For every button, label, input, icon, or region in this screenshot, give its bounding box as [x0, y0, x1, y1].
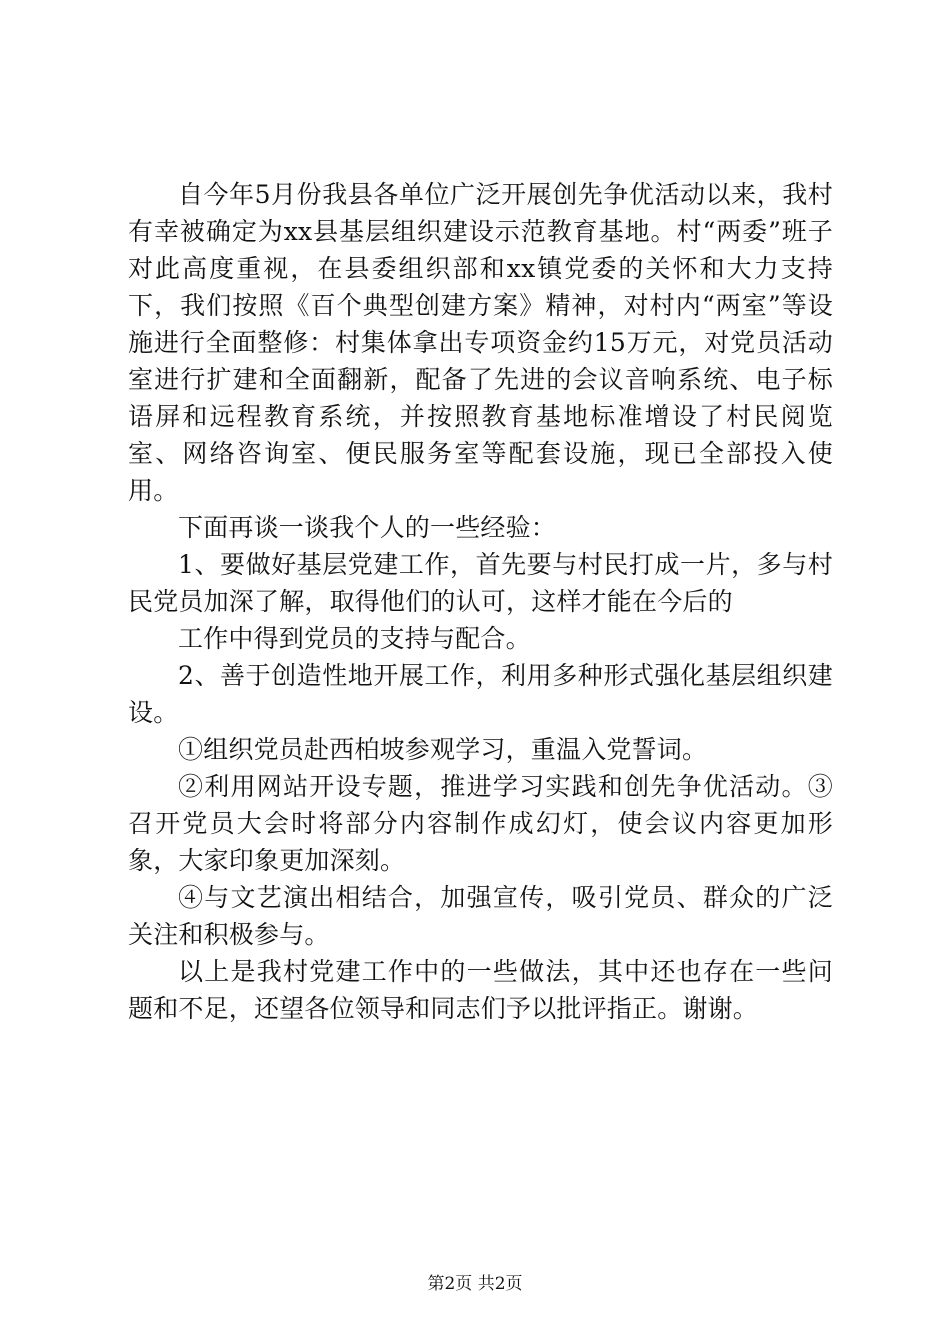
paragraph-experience-heading: 下面再谈一谈我个人的一些经验： — [178, 513, 557, 542]
paragraph-closing: 以上是我村党建工作中的一些做法，其中还也存在一些问题和不足，还望各位领导和同志们予以批评指正。谢谢。 — [128, 957, 833, 1023]
document-body — [128, 176, 833, 1027]
paragraph-point-1-continued: 工作中得到党员的支持与配合。 — [178, 624, 531, 653]
paragraph-point-1: 1、要做好基层党建工作，首先要与村民打成一片，多与村民党员加深了解，取得他们的认可，这样才能在今后的 — [128, 550, 833, 616]
page-number-label: 第2页 共2页 — [427, 1274, 523, 1294]
paragraph-subpoint-1: ①组织党员赴西柏坡参观学习，重温入党誓词。 — [178, 735, 708, 764]
paragraph-subpoint-2-3: ②利用网站开设专题，推进学习实践和创先争优活动。③召开党员大会时将部分内容制作成幻灯，使会议内容更加形象，大家印象更加深刻。 — [128, 772, 833, 875]
page-footer — [0, 1272, 950, 1296]
paragraph-intro: 自今年5月份我县各单位广泛开展创先争优活动以来，我村有幸被确定为xx县基层组织建设示范教育基地。村“两委”班子对此高度重视，在县委组织部和xx镇党委的关怀和大力支持下，我们按照《百个典型创建方案》精神，对村内“两室”等设施进行全面整修：村集体拿出专项资金约15万元，对党员活动室进行扩建和全面翻新，配备了先进的会议音响系统、电子标语屏和远程教育系统，并按照教育基地标准增设了村民阅览室、网络咨询室、便民服务室等配套设施，现已全部投入使用。 — [128, 180, 833, 505]
paragraph-point-2: 2、善于创造性地开展工作，利用多种形式强化基层组织建设。 — [128, 661, 833, 727]
paragraph-subpoint-4: ④与文艺演出相结合，加强宣传，吸引党员、群众的广泛关注和积极参与。 — [128, 883, 833, 949]
